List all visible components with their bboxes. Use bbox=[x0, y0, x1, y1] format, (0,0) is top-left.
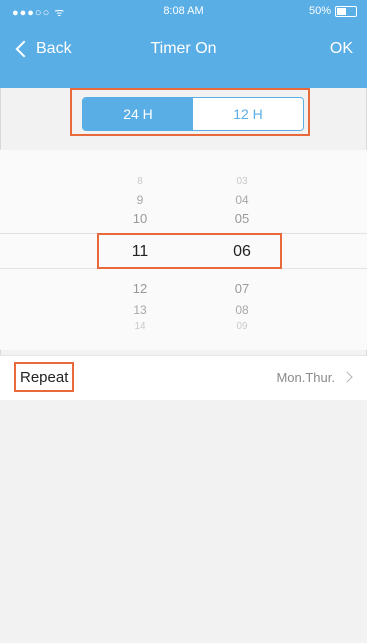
hour-item: 9 bbox=[136, 193, 144, 207]
page-title: Timer On bbox=[150, 40, 217, 57]
header bbox=[0, 0, 367, 88]
hour-item: 13 bbox=[133, 303, 147, 317]
repeat-row[interactable] bbox=[0, 355, 367, 401]
tab-24h[interactable]: 24 H bbox=[83, 98, 193, 130]
minute-item: 08 bbox=[235, 303, 249, 317]
repeat-value: Mon.Thur. bbox=[276, 370, 335, 385]
chevron-right-icon bbox=[341, 371, 352, 382]
selected-time-highlight bbox=[97, 233, 282, 269]
format-toggle-highlight bbox=[70, 88, 310, 136]
tab-12h[interactable]: 12 H bbox=[193, 98, 303, 130]
hour-item: 14 bbox=[134, 321, 146, 332]
battery-icon bbox=[335, 6, 357, 17]
status-time: 8:08 AM bbox=[163, 5, 204, 17]
empty-area bbox=[0, 400, 367, 643]
time-format-toggle bbox=[82, 97, 304, 131]
hour-item: 12 bbox=[132, 281, 148, 296]
nav-bar bbox=[0, 30, 367, 70]
minute-item: 07 bbox=[234, 281, 250, 296]
minute-item: 03 bbox=[236, 176, 248, 187]
back-label: Back bbox=[36, 40, 72, 57]
signal-indicator: ●●●○○ ᯤ bbox=[12, 7, 66, 19]
hour-item: 10 bbox=[132, 211, 148, 226]
status-bar bbox=[0, 0, 367, 22]
repeat-label: Repeat bbox=[20, 369, 69, 386]
battery-percent: 50% bbox=[308, 5, 331, 17]
battery-indicator bbox=[309, 5, 357, 17]
minute-item: 05 bbox=[234, 211, 250, 226]
hour-item: 8 bbox=[137, 176, 143, 187]
minute-item: 09 bbox=[236, 321, 248, 332]
ok-button[interactable]: OK bbox=[329, 40, 353, 57]
minute-item: 04 bbox=[235, 193, 249, 207]
selected-hour[interactable]: 11 bbox=[131, 243, 149, 260]
selected-minute[interactable]: 06 bbox=[233, 243, 251, 260]
